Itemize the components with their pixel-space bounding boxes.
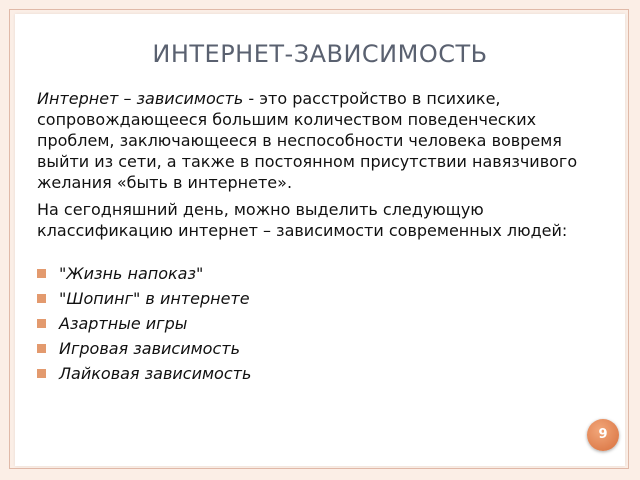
list-item-label: "Жизнь напоказ" <box>59 264 204 283</box>
definition-term: Интернет – зависимость <box>37 89 244 108</box>
list-item <box>37 363 607 384</box>
page-number-badge: 9 <box>587 419 619 451</box>
list-item <box>37 313 607 334</box>
list-item <box>37 263 607 284</box>
list-item-label: "Шопинг" в интернете <box>59 289 250 308</box>
bullet-square-icon <box>37 319 46 328</box>
list-item <box>37 338 607 359</box>
list-item <box>37 288 607 309</box>
bullet-square-icon <box>37 344 46 353</box>
intro-paragraph: На сегодняшний день, можно выделить следующую классификацию интернет – зависимости современных людей: <box>37 200 568 240</box>
classification-list <box>37 263 607 384</box>
definition-paragraph <box>37 88 607 193</box>
list-item-label: Игровая зависимость <box>59 339 241 358</box>
bullet-square-icon <box>37 294 46 303</box>
list-item-label: Лайковая зависимость <box>59 364 252 383</box>
bullet-square-icon <box>37 269 46 278</box>
definition-text: - это расстройство в психике, сопровождающееся большим количеством поведенческих проблем, заключающееся в неспособности человека вовремя выйти из сети, а также в постоянном присутствии навязчивого желания «быть в интернете». <box>37 89 578 192</box>
slide-title: ИНТЕРНЕТ-ЗАВИСИМОСТЬ <box>152 40 488 68</box>
bullet-square-icon <box>37 369 46 378</box>
list-item-label: Азартные игры <box>59 314 188 333</box>
slide-content <box>37 88 607 388</box>
slide <box>15 14 625 466</box>
